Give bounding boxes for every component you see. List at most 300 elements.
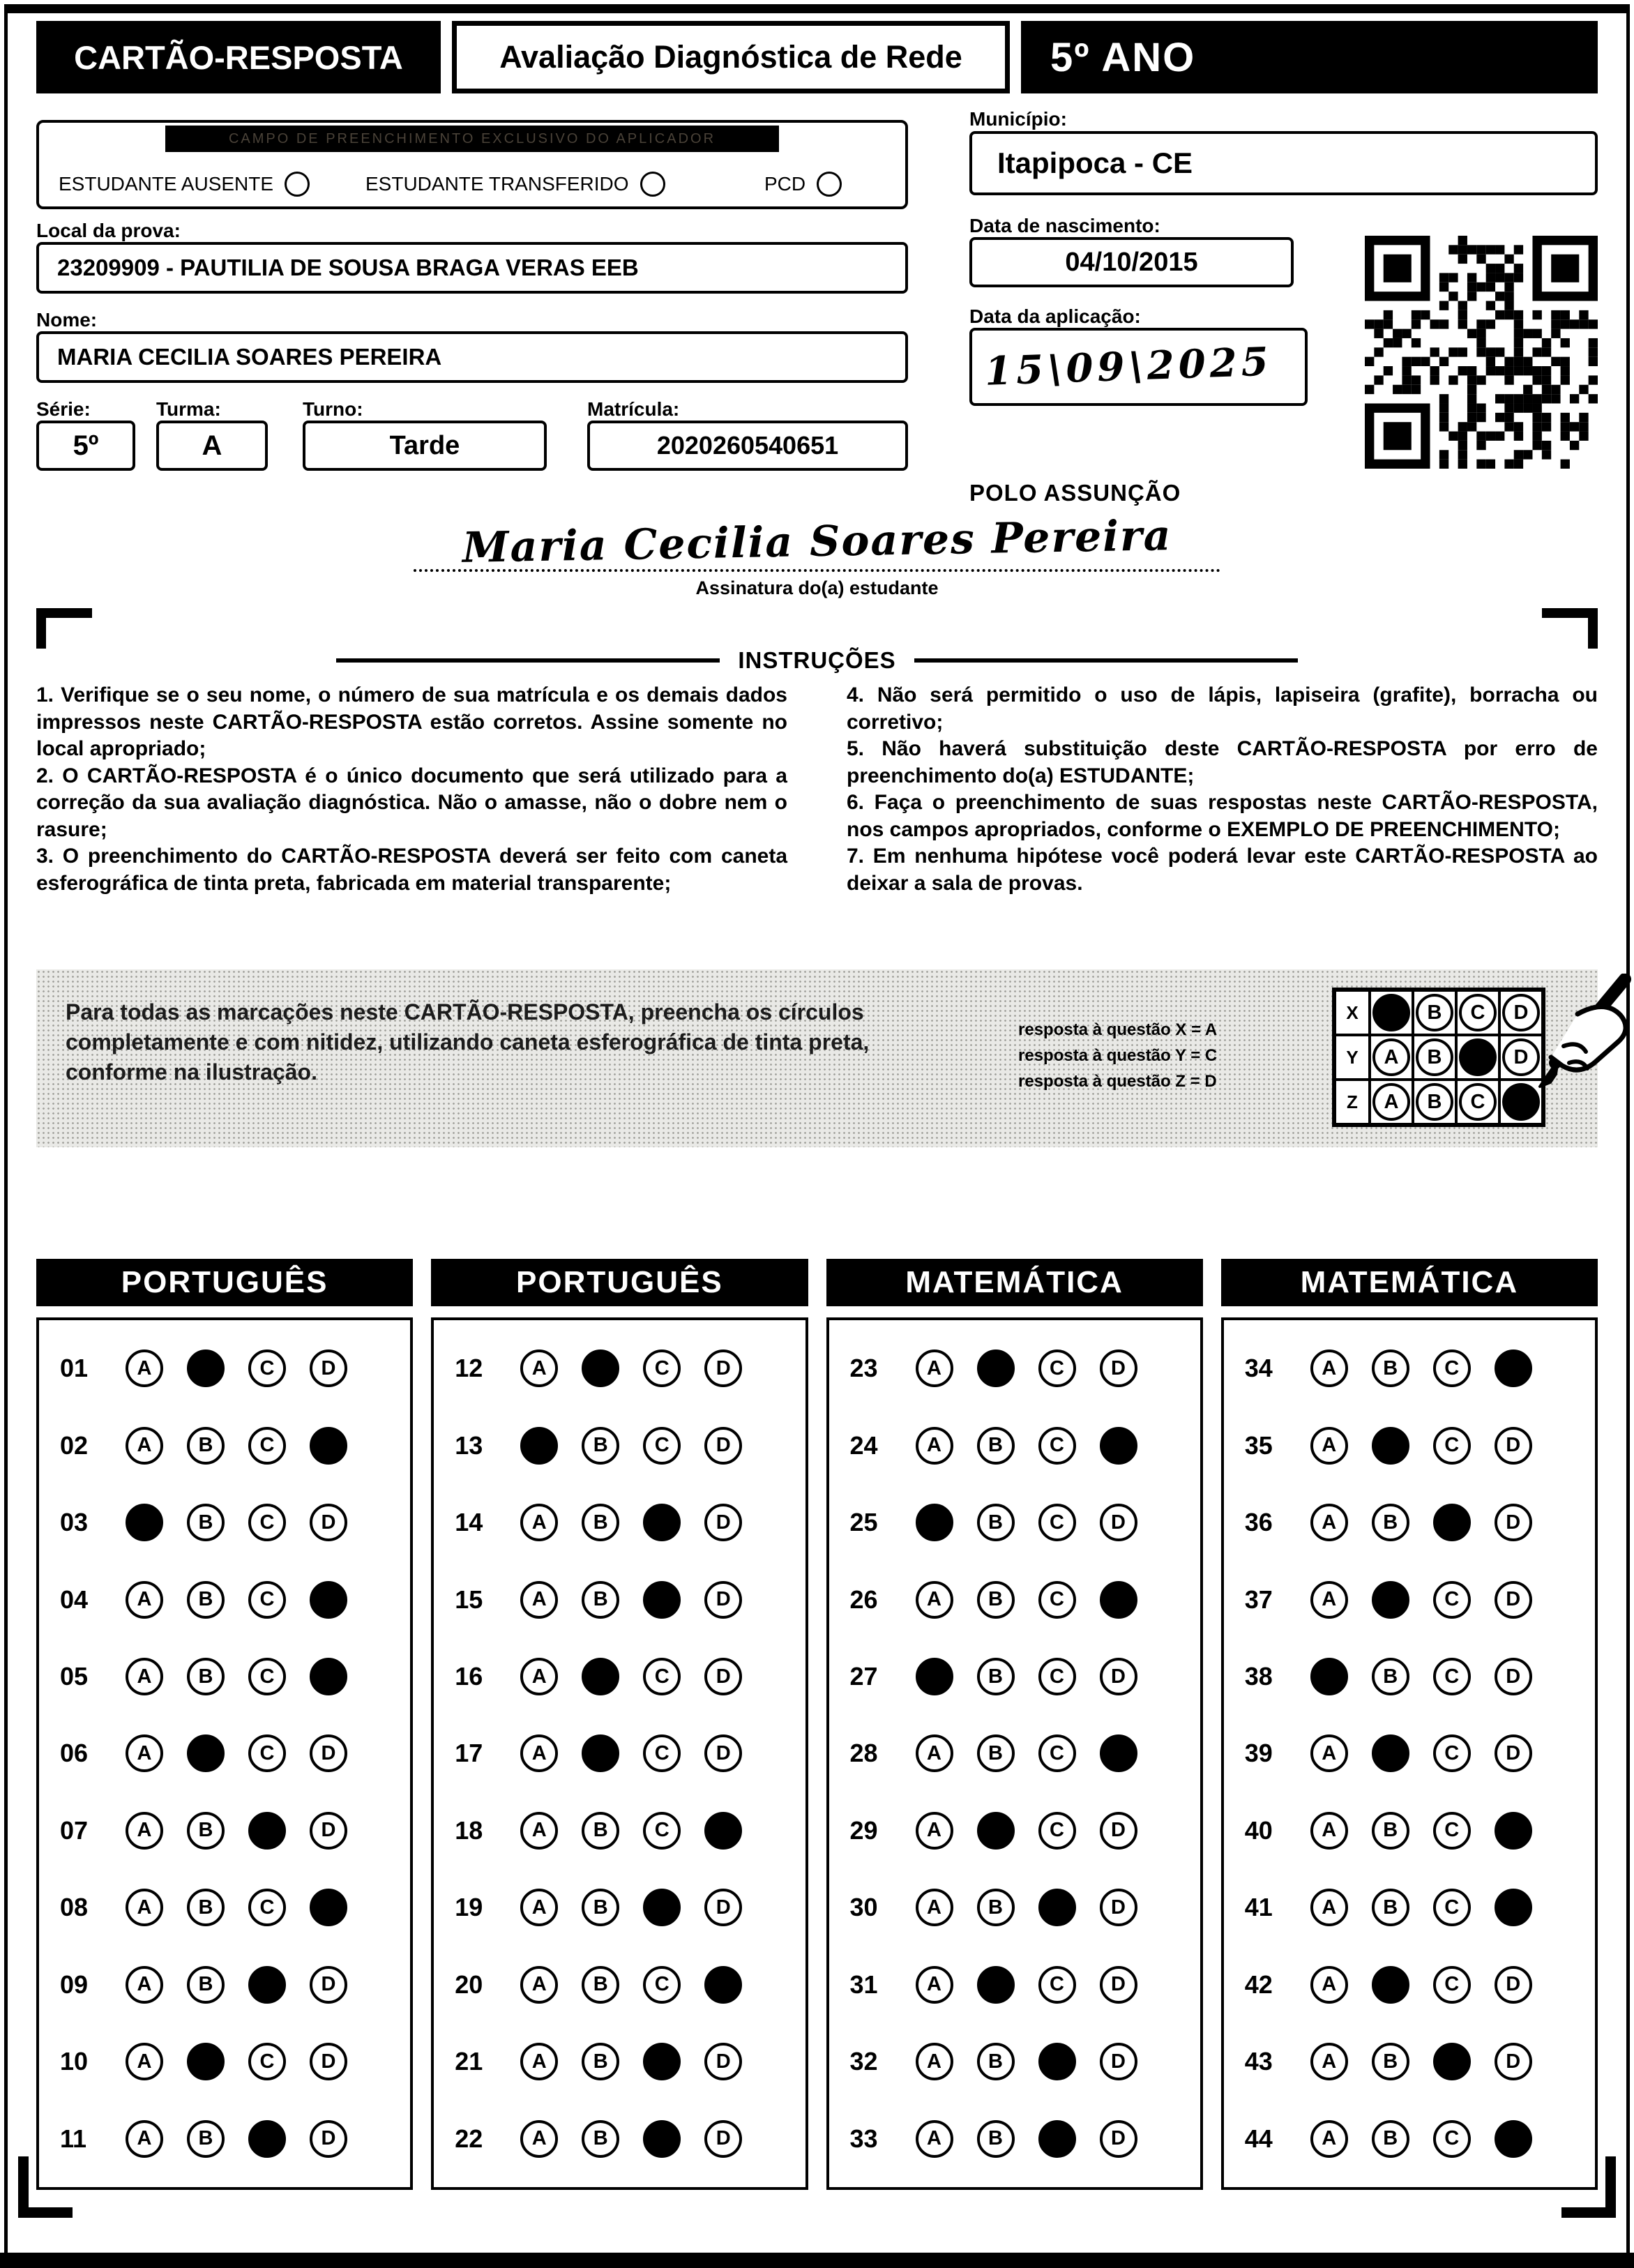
municipio-label: Município: — [969, 108, 1067, 130]
question-number: 05 — [60, 1662, 89, 1691]
question-number: 25 — [849, 1508, 878, 1537]
answer-bubble-q22-A[interactable]: A — [520, 2120, 558, 2158]
answer-bubble-q37-D[interactable]: D — [1495, 1581, 1532, 1619]
answer-bubble-q43-C[interactable] — [1433, 2043, 1471, 2080]
answer-bubble-q41-B[interactable]: B — [1372, 1889, 1409, 1926]
answer-bubble-q31-D[interactable]: D — [1100, 1966, 1137, 2004]
answer-bubble-q01-C[interactable]: C — [248, 1350, 286, 1387]
answer-bubble-q13-C[interactable]: C — [643, 1427, 681, 1465]
answer-bubble-q17-C[interactable]: C — [643, 1734, 681, 1772]
answer-row-10 — [60, 2043, 403, 2080]
hand-pen-icon — [1459, 974, 1633, 1120]
answer-bubble-q30-C[interactable] — [1038, 1889, 1076, 1926]
answer-bubble-q27-A[interactable] — [916, 1658, 953, 1695]
answer-bubble-q41-A[interactable]: A — [1310, 1889, 1348, 1926]
answer-bubble-q27-C[interactable]: C — [1038, 1658, 1076, 1695]
answer-row-01 — [60, 1350, 403, 1387]
answer-bubble-q09-C[interactable] — [248, 1966, 286, 2004]
answer-bubble-q28-D[interactable] — [1100, 1734, 1137, 1772]
checkbox-estudante-ausente — [59, 172, 310, 197]
answer-bubble-q13-A[interactable] — [520, 1427, 558, 1465]
answer-bubble-q10-A[interactable]: A — [126, 2043, 163, 2080]
answer-bubble-q29-A[interactable]: A — [916, 1812, 953, 1850]
question-number: 35 — [1244, 1430, 1273, 1460]
answer-row-07 — [60, 1812, 403, 1850]
answer-bubble-q14-C[interactable] — [643, 1504, 681, 1541]
answer-bubble-q29-B[interactable] — [977, 1812, 1015, 1850]
answer-bubble-q16-B[interactable] — [582, 1658, 619, 1695]
example-bubble-Y-A: A — [1372, 1038, 1410, 1076]
answer-bubble-q21-C[interactable] — [643, 2043, 681, 2080]
estudante-transferido-bubble[interactable] — [640, 172, 665, 197]
answer-bubble-q14-B[interactable]: B — [582, 1504, 619, 1541]
answer-bubble-q01-A[interactable]: A — [126, 1350, 163, 1387]
answer-bubble-q38-A[interactable] — [1310, 1658, 1348, 1695]
question-number: 13 — [455, 1430, 483, 1460]
answer-bubble-q42-B[interactable] — [1372, 1966, 1409, 2004]
answer-bubble-q23-D[interactable]: D — [1100, 1350, 1137, 1387]
answer-bubble-q30-A[interactable]: A — [916, 1889, 953, 1926]
signature-caption: Assinatura do(a) estudante — [695, 577, 939, 598]
answer-bubble-q05-C[interactable]: C — [248, 1658, 286, 1695]
answer-bubble-q32-B[interactable]: B — [977, 2043, 1015, 2080]
answer-bubble-q04-D[interactable] — [310, 1581, 347, 1619]
answer-row-11 — [60, 2120, 403, 2158]
answer-bubble-q21-A[interactable]: A — [520, 2043, 558, 2080]
answer-row-21 — [455, 2043, 798, 2080]
question-number: 06 — [60, 1739, 89, 1768]
answer-bubble-q43-A[interactable]: A — [1310, 2043, 1348, 2080]
answer-sections — [36, 1259, 1598, 2190]
answer-row-44 — [1245, 2120, 1588, 2158]
answer-bubble-q42-C[interactable]: C — [1433, 1966, 1471, 2004]
answer-bubble-q39-C[interactable]: C — [1433, 1734, 1471, 1772]
question-number: 11 — [60, 2124, 87, 2153]
answer-bubble-q08-B[interactable]: B — [187, 1889, 225, 1926]
instruction-item: 2. O CARTÃO-RESPOSTA é o único documento que será utilizado para a correção da sua avaliação diagnóstica. Não o amasse, não o dobre nem o rasure; — [36, 764, 787, 841]
answer-bubble-q34-C[interactable]: C — [1433, 1350, 1471, 1387]
answer-bubble-q43-D[interactable]: D — [1495, 2043, 1532, 2080]
question-number: 08 — [60, 1893, 89, 1922]
answer-bubble-q05-B[interactable]: B — [187, 1658, 225, 1695]
answer-section-title: PORTUGUÊS — [36, 1259, 413, 1306]
instructions-col-right — [847, 682, 1598, 897]
answer-bubble-q31-B[interactable] — [977, 1966, 1015, 2004]
answer-row-39 — [1245, 1734, 1588, 1772]
answer-bubble-q19-B[interactable]: B — [582, 1889, 619, 1926]
answer-bubble-q26-A[interactable]: A — [916, 1581, 953, 1619]
answer-bubble-q15-D[interactable]: D — [704, 1581, 742, 1619]
answer-bubble-q35-C[interactable]: C — [1433, 1427, 1471, 1465]
answer-bubble-q03-A[interactable] — [126, 1504, 163, 1541]
answer-row-23 — [850, 1350, 1193, 1387]
answer-row-22 — [455, 2120, 798, 2158]
question-number: 16 — [455, 1662, 483, 1691]
question-number: 33 — [849, 2124, 878, 2153]
answer-row-16 — [455, 1658, 798, 1695]
answer-bubble-q04-B[interactable]: B — [187, 1581, 225, 1619]
question-number: 36 — [1244, 1508, 1273, 1537]
question-number: 31 — [849, 1970, 878, 1999]
instruction-item: 7. Em nenhuma hipótese você poderá levar este CARTÃO-RESPOSTA ao deixar a sala de provas. — [847, 845, 1598, 895]
answer-bubble-q33-C[interactable] — [1038, 2120, 1076, 2158]
answer-bubble-q11-B[interactable]: B — [187, 2120, 225, 2158]
answer-bubble-q36-D[interactable]: D — [1495, 1504, 1532, 1541]
answer-grid — [36, 1317, 413, 2190]
example-cell — [1413, 990, 1456, 1035]
answer-row-32 — [850, 2043, 1193, 2080]
matricula-label: Matrícula: — [587, 398, 680, 420]
question-number: 37 — [1244, 1585, 1273, 1614]
answer-row-12 — [455, 1350, 798, 1387]
answer-bubble-q17-A[interactable]: A — [520, 1734, 558, 1772]
question-number: 14 — [455, 1508, 483, 1537]
answer-bubble-q35-A[interactable]: A — [1310, 1427, 1348, 1465]
answer-bubble-q16-D[interactable]: D — [704, 1658, 742, 1695]
question-number: 23 — [849, 1354, 878, 1383]
answer-bubble-q17-B[interactable] — [582, 1734, 619, 1772]
answer-row-04 — [60, 1581, 403, 1619]
question-number: 27 — [849, 1662, 878, 1691]
answer-bubble-q41-C[interactable]: C — [1433, 1889, 1471, 1926]
answer-bubble-q44-A[interactable]: A — [1310, 2120, 1348, 2158]
answer-bubble-q15-A[interactable]: A — [520, 1581, 558, 1619]
question-number: 18 — [455, 1815, 483, 1845]
answer-row-02 — [60, 1427, 403, 1465]
answer-bubble-q22-D[interactable]: D — [704, 2120, 742, 2158]
turno-field — [303, 421, 547, 471]
form-title: CARTÃO-RESPOSTA — [36, 21, 441, 93]
answer-bubble-q08-D[interactable] — [310, 1889, 347, 1926]
answer-row-41 — [1245, 1889, 1588, 1926]
question-number: 44 — [1244, 2124, 1273, 2153]
answer-section-title: PORTUGUÊS — [431, 1259, 808, 1306]
example-legend-line: resposta à questão Y = C — [1018, 1046, 1218, 1065]
question-number: 09 — [60, 1970, 89, 1999]
serie-field — [36, 421, 135, 471]
answer-row-38 — [1245, 1658, 1588, 1695]
answer-bubble-q22-B[interactable]: B — [582, 2120, 619, 2158]
instruction-item: 1. Verifique se o seu nome, o número de sua matrícula e os demais dados impressos neste CARTÃO-RESPOSTA estão corretos. Assine somente no local apropriado; — [36, 683, 787, 760]
answer-bubble-q15-C[interactable] — [643, 1581, 681, 1619]
answer-bubble-q13-D[interactable]: D — [704, 1427, 742, 1465]
answer-bubble-q12-D[interactable]: D — [704, 1350, 742, 1387]
answer-bubble-q33-B[interactable]: B — [977, 2120, 1015, 2158]
answer-bubble-q37-B[interactable] — [1372, 1581, 1409, 1619]
example-bubble-Y-B: B — [1416, 1038, 1453, 1076]
answer-row-36 — [1245, 1504, 1588, 1541]
answer-bubble-q19-A[interactable]: A — [520, 1889, 558, 1926]
example-cell — [1370, 990, 1413, 1035]
answer-section-title: MATEMÁTICA — [1221, 1259, 1598, 1306]
answer-row-31 — [850, 1966, 1193, 2004]
answer-bubble-q38-B[interactable]: B — [1372, 1658, 1409, 1695]
applicator-bar-title: CAMPO DE PREENCHIMENTO EXCLUSIVO DO APLICADOR — [165, 126, 779, 152]
question-number: 22 — [455, 2124, 483, 2153]
answer-bubble-q37-C[interactable]: C — [1433, 1581, 1471, 1619]
answer-bubble-q09-B[interactable]: B — [187, 1966, 225, 2004]
answer-bubble-q03-C[interactable]: C — [248, 1504, 286, 1541]
answer-bubble-q08-C[interactable]: C — [248, 1889, 286, 1926]
answer-row-15 — [455, 1581, 798, 1619]
answer-bubble-q12-A[interactable]: A — [520, 1350, 558, 1387]
matricula-value: 2020260540651 — [656, 431, 839, 460]
question-number: 10 — [60, 2047, 89, 2076]
answer-bubble-q32-C[interactable] — [1038, 2043, 1076, 2080]
answer-row-27 — [850, 1658, 1193, 1695]
pcd-label: PCD — [764, 173, 806, 195]
nome-label: Nome: — [36, 309, 98, 331]
question-number: 43 — [1244, 2047, 1273, 2076]
answer-bubble-q37-A[interactable]: A — [1310, 1581, 1348, 1619]
answer-bubble-q02-B[interactable]: B — [187, 1427, 225, 1465]
answer-bubble-q18-D[interactable] — [704, 1812, 742, 1850]
answer-row-37 — [1245, 1581, 1588, 1619]
nome-value: MARIA CECILIA SOARES PEREIRA — [57, 344, 442, 370]
answer-bubble-q10-B[interactable] — [187, 2043, 225, 2080]
answer-row-30 — [850, 1889, 1193, 1926]
answer-bubble-q44-B[interactable]: B — [1372, 2120, 1409, 2158]
question-number: 03 — [60, 1508, 89, 1537]
answer-bubble-q05-D[interactable] — [310, 1658, 347, 1695]
answer-row-19 — [455, 1889, 798, 1926]
answer-bubble-q22-C[interactable] — [643, 2120, 681, 2158]
answer-bubble-q40-D[interactable] — [1495, 1812, 1532, 1850]
fill-example-text: Para todas as marcações neste CARTÃO-RESPOSTA, preencha os círculos completamente e com nitidez, utilizando caneta esferográfica de tinta preta, conforme na ilustração. — [66, 999, 870, 1084]
answer-bubble-q15-B[interactable]: B — [582, 1581, 619, 1619]
answer-row-13 — [455, 1427, 798, 1465]
answer-bubble-q43-B[interactable]: B — [1372, 2043, 1409, 2080]
frame-right — [1626, 4, 1630, 2253]
example-bubble-Z-C: C — [1459, 1083, 1497, 1121]
example-legend-line: resposta à questão X = A — [1018, 1020, 1218, 1039]
question-number: 39 — [1244, 1739, 1273, 1768]
question-number: 24 — [849, 1430, 878, 1460]
example-bubble-X-A — [1372, 994, 1410, 1031]
answer-row-29 — [850, 1812, 1193, 1850]
qr-code — [1365, 236, 1598, 469]
answer-bubble-q07-D[interactable]: D — [310, 1812, 347, 1850]
answer-row-25 — [850, 1504, 1193, 1541]
answer-bubble-q11-C[interactable] — [248, 2120, 286, 2158]
answer-row-18 — [455, 1812, 798, 1850]
signature-handwritten-name: Maria Cecilia Soares Pereira — [462, 511, 1172, 573]
polo-label: POLO ASSUNÇÃO — [969, 480, 1181, 506]
answer-bubble-q39-A[interactable]: A — [1310, 1734, 1348, 1772]
answer-bubble-q42-D[interactable]: D — [1495, 1966, 1532, 2004]
answer-bubble-q16-A[interactable]: A — [520, 1658, 558, 1695]
answer-bubble-q16-C[interactable]: C — [643, 1658, 681, 1695]
answer-bubble-q44-C[interactable]: C — [1433, 2120, 1471, 2158]
answer-bubble-q05-A[interactable]: A — [126, 1658, 163, 1695]
answer-bubble-q30-B[interactable]: B — [977, 1889, 1015, 1926]
answer-section-2 — [431, 1259, 808, 2190]
answer-bubble-q14-A[interactable]: A — [520, 1504, 558, 1541]
answer-bubble-q23-C[interactable]: C — [1038, 1350, 1076, 1387]
question-number: 34 — [1244, 1354, 1273, 1383]
answer-bubble-q42-A[interactable]: A — [1310, 1966, 1348, 2004]
answer-bubble-q26-C[interactable]: C — [1038, 1581, 1076, 1619]
answer-bubble-q34-A[interactable]: A — [1310, 1350, 1348, 1387]
answer-bubble-q04-A[interactable]: A — [126, 1581, 163, 1619]
example-bubble-X-C: C — [1459, 994, 1497, 1031]
question-number: 42 — [1244, 1970, 1273, 1999]
answer-bubble-q33-A[interactable]: A — [916, 2120, 953, 2158]
answer-bubble-q39-B[interactable] — [1372, 1734, 1409, 1772]
answer-bubble-q10-C[interactable]: C — [248, 2043, 286, 2080]
answer-bubble-q18-C[interactable]: C — [643, 1812, 681, 1850]
municipio-value: Itapipoca - CE — [997, 146, 1193, 179]
answer-bubble-q31-C[interactable]: C — [1038, 1966, 1076, 2004]
local-prova-value: 23209909 - PAUTILIA DE SOUSA BRAGA VERAS EEB — [57, 255, 639, 280]
answer-bubble-q28-B[interactable]: B — [977, 1734, 1015, 1772]
answer-section-1 — [36, 1259, 413, 2190]
aplicacao-field — [969, 328, 1308, 406]
local-prova-field — [36, 242, 908, 294]
instruction-item: 6. Faça o preenchimento de suas respostas neste CARTÃO-RESPOSTA, nos campos apropriados, conforme o EXEMPLO DE PREENCHIMENTO; — [847, 791, 1598, 841]
answer-row-40 — [1245, 1812, 1588, 1850]
instruction-item: 5. Não haverá substituição deste CARTÃO-RESPOSTA por erro de preenchimento do(a) ESTUDANTE; — [847, 737, 1598, 787]
corner-bracket-top-left — [36, 608, 92, 649]
example-row-label: Z — [1335, 1080, 1370, 1124]
answer-bubble-q06-B[interactable] — [187, 1734, 225, 1772]
instructions-title: INSTRUÇÕES — [738, 647, 896, 673]
answer-bubble-q39-D[interactable]: D — [1495, 1734, 1532, 1772]
example-bubble-Z-B: B — [1416, 1083, 1453, 1121]
estudante-ausente-bubble[interactable] — [285, 172, 310, 197]
answer-bubble-q08-A[interactable]: A — [126, 1889, 163, 1926]
nome-field — [36, 331, 908, 383]
answer-bubble-q14-D[interactable]: D — [704, 1504, 742, 1541]
nascimento-value: 04/10/2015 — [1065, 247, 1198, 277]
answer-bubble-q25-A[interactable] — [916, 1504, 953, 1541]
answer-bubble-q29-C[interactable]: C — [1038, 1812, 1076, 1850]
answer-bubble-q26-B[interactable]: B — [977, 1581, 1015, 1619]
answer-row-09 — [60, 1966, 403, 2004]
answer-bubble-q20-D[interactable] — [704, 1966, 742, 2004]
answer-bubble-q44-D[interactable] — [1495, 2120, 1532, 2158]
answer-bubble-q35-D[interactable]: D — [1495, 1427, 1532, 1465]
answer-bubble-q32-A[interactable]: A — [916, 2043, 953, 2080]
answer-bubble-q24-A[interactable]: A — [916, 1427, 953, 1465]
answer-bubble-q19-C[interactable] — [643, 1889, 681, 1926]
answer-bubble-q01-B[interactable] — [187, 1350, 225, 1387]
answer-bubble-q35-B[interactable] — [1372, 1427, 1409, 1465]
answer-bubble-q40-B[interactable]: B — [1372, 1812, 1409, 1850]
answer-bubble-q36-B[interactable]: B — [1372, 1504, 1409, 1541]
frame-left — [4, 4, 8, 2253]
answer-bubble-q03-D[interactable]: D — [310, 1504, 347, 1541]
answer-bubble-q30-D[interactable]: D — [1100, 1889, 1137, 1926]
signature-line[interactable] — [414, 511, 1221, 573]
answer-bubble-q36-A[interactable]: A — [1310, 1504, 1348, 1541]
answer-bubble-q25-B[interactable]: B — [977, 1504, 1015, 1541]
answer-bubble-q24-D[interactable] — [1100, 1427, 1137, 1465]
answer-bubble-q20-B[interactable]: B — [582, 1966, 619, 2004]
answer-bubble-q20-A[interactable]: A — [520, 1966, 558, 2004]
answer-bubble-q19-D[interactable]: D — [704, 1889, 742, 1926]
example-bubble-X-D: D — [1502, 994, 1540, 1031]
instructions-title-row — [0, 647, 1634, 674]
answer-bubble-q34-D[interactable] — [1495, 1350, 1532, 1387]
pcd-bubble[interactable] — [817, 172, 842, 197]
answer-bubble-q02-C[interactable]: C — [248, 1427, 286, 1465]
answer-bubble-q33-D[interactable]: D — [1100, 2120, 1137, 2158]
answer-bubble-q11-D[interactable]: D — [310, 2120, 347, 2158]
answer-bubble-q29-D[interactable]: D — [1100, 1812, 1137, 1850]
answer-bubble-q09-A[interactable]: A — [126, 1966, 163, 2004]
answer-bubble-q18-B[interactable]: B — [582, 1812, 619, 1850]
example-row-label: X — [1335, 990, 1370, 1035]
turno-label: Turno: — [303, 398, 363, 420]
answer-bubble-q18-A[interactable]: A — [520, 1812, 558, 1850]
example-cell — [1413, 1080, 1456, 1124]
answer-bubble-q12-C[interactable]: C — [643, 1350, 681, 1387]
answer-bubble-q28-C[interactable]: C — [1038, 1734, 1076, 1772]
answer-bubble-q40-A[interactable]: A — [1310, 1812, 1348, 1850]
answer-bubble-q06-C[interactable]: C — [248, 1734, 286, 1772]
question-number: 26 — [849, 1585, 878, 1614]
answer-row-26 — [850, 1581, 1193, 1619]
answer-bubble-q13-B[interactable]: B — [582, 1427, 619, 1465]
answer-bubble-q12-B[interactable] — [582, 1350, 619, 1387]
answer-bubble-q34-B[interactable]: B — [1372, 1350, 1409, 1387]
answer-bubble-q10-D[interactable]: D — [310, 2043, 347, 2080]
answer-bubble-q26-D[interactable] — [1100, 1581, 1137, 1619]
answer-bubble-q03-B[interactable]: B — [187, 1504, 225, 1541]
answer-bubble-q24-C[interactable]: C — [1038, 1427, 1076, 1465]
answer-bubble-q38-D[interactable]: D — [1495, 1658, 1532, 1695]
answer-bubble-q24-B[interactable]: B — [977, 1427, 1015, 1465]
answer-bubble-q06-A[interactable]: A — [126, 1734, 163, 1772]
answer-bubble-q01-D[interactable]: D — [310, 1350, 347, 1387]
answer-bubble-q25-C[interactable]: C — [1038, 1504, 1076, 1541]
answer-bubble-q11-A[interactable]: A — [126, 2120, 163, 2158]
answer-bubble-q09-D[interactable]: D — [310, 1966, 347, 2004]
answer-bubble-q27-B[interactable]: B — [977, 1658, 1015, 1695]
answer-bubble-q02-D[interactable] — [310, 1427, 347, 1465]
question-number: 40 — [1244, 1815, 1273, 1845]
question-number: 04 — [60, 1585, 89, 1614]
answer-bubble-q25-D[interactable]: D — [1100, 1504, 1137, 1541]
answer-bubble-q21-B[interactable]: B — [582, 2043, 619, 2080]
answer-bubble-q31-A[interactable]: A — [916, 1966, 953, 2004]
answer-bubble-q23-A[interactable]: A — [916, 1350, 953, 1387]
answer-bubble-q41-D[interactable] — [1495, 1889, 1532, 1926]
instructions-section — [36, 682, 1598, 897]
answer-bubble-q28-A[interactable]: A — [916, 1734, 953, 1772]
question-number: 19 — [455, 1893, 483, 1922]
answer-bubble-q36-C[interactable] — [1433, 1504, 1471, 1541]
answer-row-34 — [1245, 1350, 1588, 1387]
answer-bubble-q40-C[interactable]: C — [1433, 1812, 1471, 1850]
answer-bubble-q20-C[interactable]: C — [643, 1966, 681, 2004]
answer-bubble-q07-C[interactable] — [248, 1812, 286, 1850]
answer-bubble-q07-B[interactable]: B — [187, 1812, 225, 1850]
answer-bubble-q23-B[interactable] — [977, 1350, 1015, 1387]
answer-bubble-q21-D[interactable]: D — [704, 2043, 742, 2080]
answer-bubble-q27-D[interactable]: D — [1100, 1658, 1137, 1695]
answer-bubble-q38-C[interactable]: C — [1433, 1658, 1471, 1695]
answer-bubble-q04-C[interactable]: C — [248, 1581, 286, 1619]
answer-bubble-q02-A[interactable]: A — [126, 1427, 163, 1465]
answer-bubble-q07-A[interactable]: A — [126, 1812, 163, 1850]
answer-bubble-q06-D[interactable]: D — [310, 1734, 347, 1772]
example-legend-line: resposta à questão Z = D — [1018, 1072, 1217, 1091]
answer-bubble-q17-D[interactable]: D — [704, 1734, 742, 1772]
answer-bubble-q32-D[interactable]: D — [1100, 2043, 1137, 2080]
answer-row-24 — [850, 1427, 1193, 1465]
